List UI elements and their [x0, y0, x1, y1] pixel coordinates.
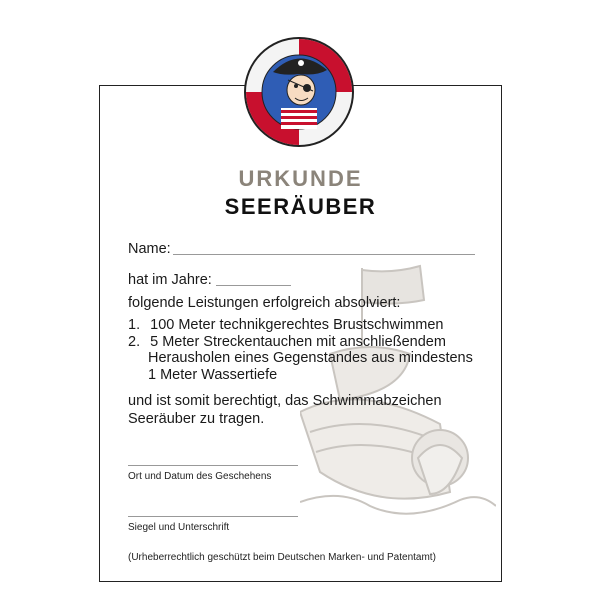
name-field[interactable]: [173, 254, 475, 255]
certificate-subtitle: SEERÄUBER: [224, 194, 377, 219]
item-text: 5 Meter Streckentauchen mit anschließendem: [150, 334, 446, 350]
item-text: Herausholen eines Gegenstandes aus mindestens: [148, 350, 473, 366]
closing-line-1: und ist somit berechtigt, das Schwimmabzeichen: [128, 393, 442, 409]
name-label: Name:: [128, 241, 171, 257]
year-label: hat im Jahre:: [128, 272, 212, 288]
item-number: 1.: [128, 317, 141, 333]
seal-signature-label: Siegel und Unterschrift: [128, 522, 230, 533]
signature-field[interactable]: [128, 516, 298, 517]
closing-line-2: Seeräuber zu tragen.: [128, 411, 265, 427]
copyright-note: (Urheberrechtlich geschützt beim Deutschen Marken- und Patentamt): [128, 552, 436, 563]
item-number: 2.: [128, 334, 141, 350]
pirate-emblem-icon: [243, 36, 355, 148]
place-date-field[interactable]: [128, 465, 298, 466]
year-field[interactable]: [216, 285, 291, 286]
item-text: 100 Meter technikgerechtes Brustschwimmen: [150, 317, 444, 333]
item-text: 1 Meter Wassertiefe: [148, 367, 278, 383]
achievements-intro: folgende Leistungen erfolgreich absolviert:: [128, 295, 401, 311]
place-date-label: Ort und Datum des Geschehens: [128, 471, 272, 482]
list-item: [128, 334, 446, 350]
list-item: [128, 317, 443, 333]
certificate-title: URKUNDE: [238, 166, 363, 191]
